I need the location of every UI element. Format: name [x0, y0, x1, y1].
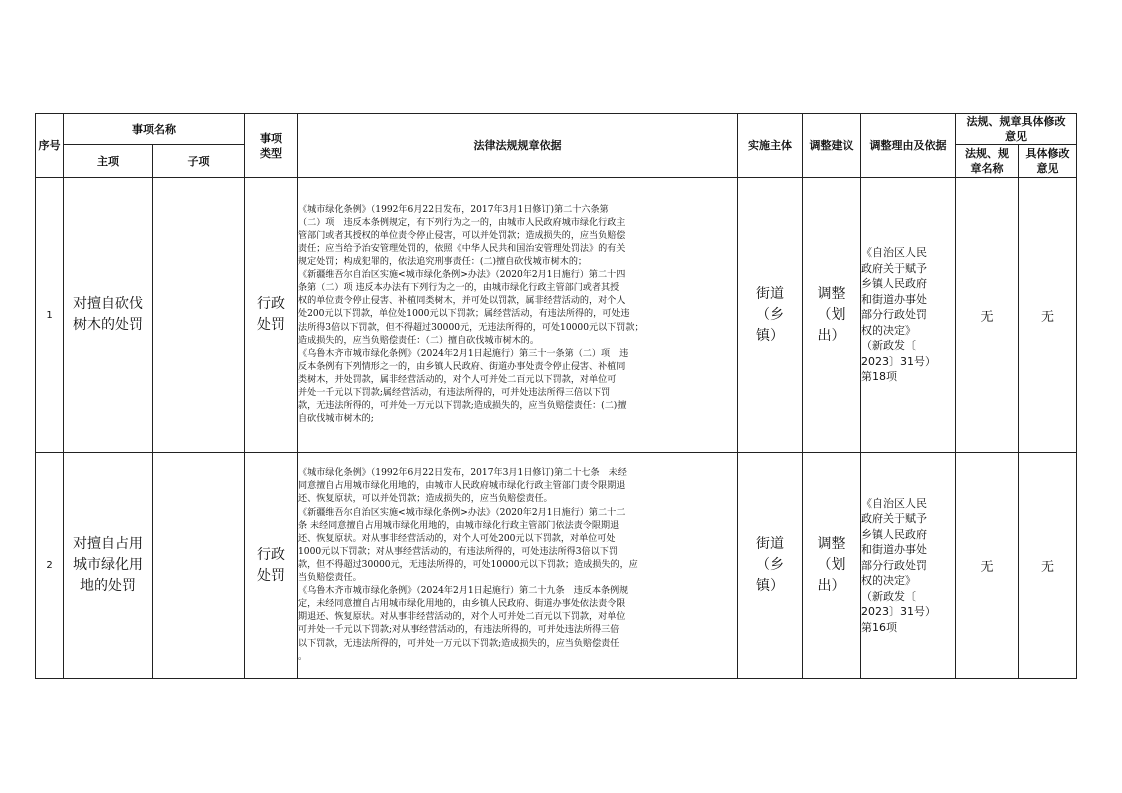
basis-line: 条第（二）项 违反本办法有下列行为之一的，由城市绿化行政主管部门或者其授 — [298, 283, 620, 294]
reason-line: （新政发〔 — [861, 589, 916, 603]
reason-line: 部分行政处罚 — [861, 558, 927, 572]
header-mod-opinion-line: 法规、规章具体修改 — [966, 115, 1066, 128]
row-suggestion — [803, 178, 861, 453]
header-specific-opinion — [1019, 145, 1077, 178]
basis-line: 还、恢复原状，可以并处罚款；造成损失的，应当负赔偿责任。 — [298, 494, 553, 505]
reason-line: 政府关于赋予 — [861, 512, 927, 526]
reason-line: 《自治区人民 — [861, 246, 927, 260]
row-seq: 1 — [36, 178, 64, 453]
basis-line: 责任；应当给予治安管理处罚的，依照《中华人民共和国治安管理处罚法》的有关 — [298, 243, 626, 254]
basis-line: 1000元以下罚款；对从事经营活动的，有违法所得的，可处违法所得3倍以下罚 — [298, 546, 618, 557]
subject-line: （乡 — [756, 306, 784, 323]
reason-line: 和街道办事处 — [861, 543, 927, 557]
reason-line: 2023〕31号） — [861, 354, 936, 368]
main-item-line: 对擅自砍伐 — [73, 296, 143, 312]
reason-line: 2023〕31号） — [861, 605, 936, 619]
adjustment-table — [35, 113, 1077, 679]
reason-line: 第18项 — [861, 370, 897, 384]
reason-line: 第16项 — [861, 620, 897, 634]
basis-line: 条 未经同意擅自占用城市绿化用地的，由城市绿化行政主管部门依法责令限期退 — [298, 520, 620, 531]
header-mod-opinion-line: 意见 — [1005, 130, 1027, 143]
reason-line: 政府关于赋予 — [861, 261, 927, 275]
basis-line: 反本条例有下列情形之一的，由乡镇人民政府、街道办事处责令停止侵害、补植同 — [298, 361, 626, 372]
header-legal-basis: 法律法规规章依据 — [298, 114, 738, 178]
header-item-name: 事项名称 — [64, 114, 245, 145]
suggestion-line: （划 — [817, 306, 846, 323]
row-subject — [738, 178, 803, 453]
reason-line: 《自治区人民 — [861, 496, 927, 510]
row-seq: 2 — [36, 453, 64, 679]
basis-line: 处200元以下罚款，单位处1000元以下罚款；属经营活动，有违法所得的，可处违 — [298, 309, 630, 320]
basis-line: 自砍伐城市树木的; — [298, 414, 374, 425]
row-subject — [738, 453, 803, 679]
subject-line: 镇） — [756, 578, 784, 594]
basis-line: 可并处一千元以下罚款;对从事经营活动的，有违法所得的，可并处违法所得三倍 — [298, 625, 620, 636]
basis-line: 《新疆维吾尔自治区实施<城市绿化条例>办法》（2020年2月1日施行）第二十二 — [298, 507, 626, 518]
header-seq: 序号 — [36, 114, 64, 178]
subject-line: 街道 — [756, 536, 784, 552]
row-opinion: 无 — [1019, 453, 1077, 679]
header-sub-item: 子项 — [153, 145, 245, 178]
basis-line: 类树木，并处罚款，属非经营活动的，对个人可并处二百元以下罚款，对单位可 — [298, 374, 617, 385]
row-main-item — [64, 178, 153, 453]
basis-line: 款，无违法所得的，可并处一万元以下罚款;造成损失的，应当负赔偿责任：(二)擅 — [298, 401, 627, 412]
basis-line: 《城市绿化条例》（1992年6月22日发布，2017年3月1日修订)第二十七条 未经 — [298, 468, 627, 479]
subject-line: （乡 — [756, 557, 784, 573]
basis-line: 权的单位责令停止侵害、补植同类树木，并可处以罚款，属非经营活动的，对个人 — [298, 296, 626, 307]
main-item-line: 对擅自占用 — [73, 536, 143, 552]
reason-line: 和街道办事处 — [861, 292, 927, 306]
item-type-line: 处罚 — [257, 567, 285, 584]
basis-line: 《城市绿化条例》（1992年6月22日发布，2017年3月1日修订)第二十六条第 — [298, 204, 609, 215]
reason-line: （新政发〔 — [861, 339, 916, 353]
row-item-type — [245, 178, 298, 453]
basis-line: 管部门或者其授权的单位责令停止侵害，可以并处罚款；造成损失的，应当负赔偿 — [298, 230, 626, 241]
reason-line: 乡镇人民政府 — [861, 277, 927, 291]
basis-line: 同意擅自占用城市绿化用地的，由城市人民政府城市绿化行政主管部门责令限期退 — [298, 481, 626, 492]
row-reason — [861, 178, 956, 453]
header-subject: 实施主体 — [738, 114, 803, 178]
suggestion-line: 出） — [817, 327, 846, 344]
basis-line: 规定处罚；构成犯罪的，依法追究刑事责任：(二)擅自砍伐城市树木的； — [298, 257, 588, 268]
suggestion-line: （划 — [817, 557, 846, 573]
basis-line: 当负赔偿责任。 — [298, 573, 362, 584]
row-main-item — [64, 453, 153, 679]
table-row — [36, 453, 1077, 679]
item-type-line: 行政 — [257, 546, 285, 563]
row-sub-item — [153, 178, 245, 453]
main-item-line: 树木的处罚 — [73, 317, 143, 333]
row-legal-basis — [298, 178, 738, 453]
basis-line: 《新疆维吾尔自治区实施<城市绿化条例>办法》（2020年2月1日施行）第二十四 — [298, 270, 626, 281]
basis-line: 款，但不得超过30000元，无违法所得的，可处10000元以下罚款；造成损失的，应 — [298, 559, 638, 570]
header-suggestion: 调整建议 — [803, 114, 861, 178]
header-item-type — [245, 114, 298, 178]
basis-line: 期退还、恢复原状。对从事非经营活动的，对个人可并处二百元以下罚款，对单位 — [298, 612, 626, 623]
row-reason — [861, 453, 956, 679]
basis-line: 法所得3倍以下罚款，但不得超过30000元，无违法所得的，可处10000元以下罚款； — [298, 322, 644, 333]
row-reg-name: 无 — [956, 453, 1019, 679]
row-opinion: 无 — [1019, 178, 1077, 453]
row-legal-basis — [298, 453, 738, 679]
header-item-type-line: 类型 — [260, 146, 282, 160]
header-mod-opinion — [956, 114, 1077, 145]
basis-line: 并处一千元以下罚款;属经营活动，有违法所得的，可并处违法所得三倍以下罚 — [298, 388, 611, 399]
basis-line: 定，未经同意擅自占用城市绿化用地的，由乡镇人民政府、街道办事处依法责令限 — [298, 599, 626, 610]
basis-line: （二）项 违反本条例规定，有下列行为之一的，由城市人民政府城市绿化行政主 — [298, 217, 626, 228]
header-item-type-line: 事项 — [260, 131, 282, 145]
subject-line: 镇） — [756, 327, 784, 344]
row-reg-name: 无 — [956, 178, 1019, 453]
reason-line: 乡镇人民政府 — [861, 527, 927, 541]
header-main-item: 主项 — [64, 145, 153, 178]
table-row — [36, 178, 1077, 453]
basis-line: 造成损失的，应当负赔偿责任：（二）擅自砍伐城市树木的。 — [298, 335, 539, 346]
main-item-line: 城市绿化用 — [73, 557, 143, 573]
header-reg-name — [956, 145, 1019, 178]
suggestion-line: 出） — [817, 578, 846, 594]
item-type-line: 行政 — [257, 296, 285, 312]
row-item-type — [245, 453, 298, 679]
reason-line: 部分行政处罚 — [861, 308, 927, 322]
suggestion-line: 调整 — [817, 536, 846, 552]
header-reg-name-line: 法规、规 — [965, 147, 1009, 160]
header-specific-opinion-line: 意见 — [1036, 162, 1059, 175]
row-sub-item — [153, 453, 245, 679]
basis-line: 以下罚款，无违法所得的，可并处一万元以下罚款;造成损失的，应当负赔偿责任 — [298, 638, 620, 649]
suggestion-line: 调整 — [817, 285, 846, 302]
item-type-line: 处罚 — [257, 317, 285, 333]
basis-line: 还、恢复原状。对从事非经营活动的，对个人可处200元以下罚款，对单位可处 — [298, 533, 616, 544]
basis-line: 《乌鲁木齐市城市绿化条例》（2024年2月1日起施行）第二十九条 违反本条例规 — [298, 586, 629, 597]
header-reg-name-line: 章名称 — [970, 162, 1004, 175]
subject-line: 街道 — [756, 285, 784, 302]
header-specific-opinion-line: 具体修改 — [1025, 147, 1070, 160]
basis-line: 。 — [298, 651, 308, 662]
main-item-line: 地的处罚 — [80, 578, 136, 594]
reason-line: 权的决定》 — [861, 323, 916, 337]
row-suggestion — [803, 453, 861, 679]
header-reason: 调整理由及依据 — [861, 114, 956, 178]
basis-line: 《乌鲁木齐市城市绿化条例》（2024年2月1日起施行）第三十一条第（二）项 违 — [298, 348, 629, 359]
reason-line: 权的决定》 — [861, 574, 916, 588]
